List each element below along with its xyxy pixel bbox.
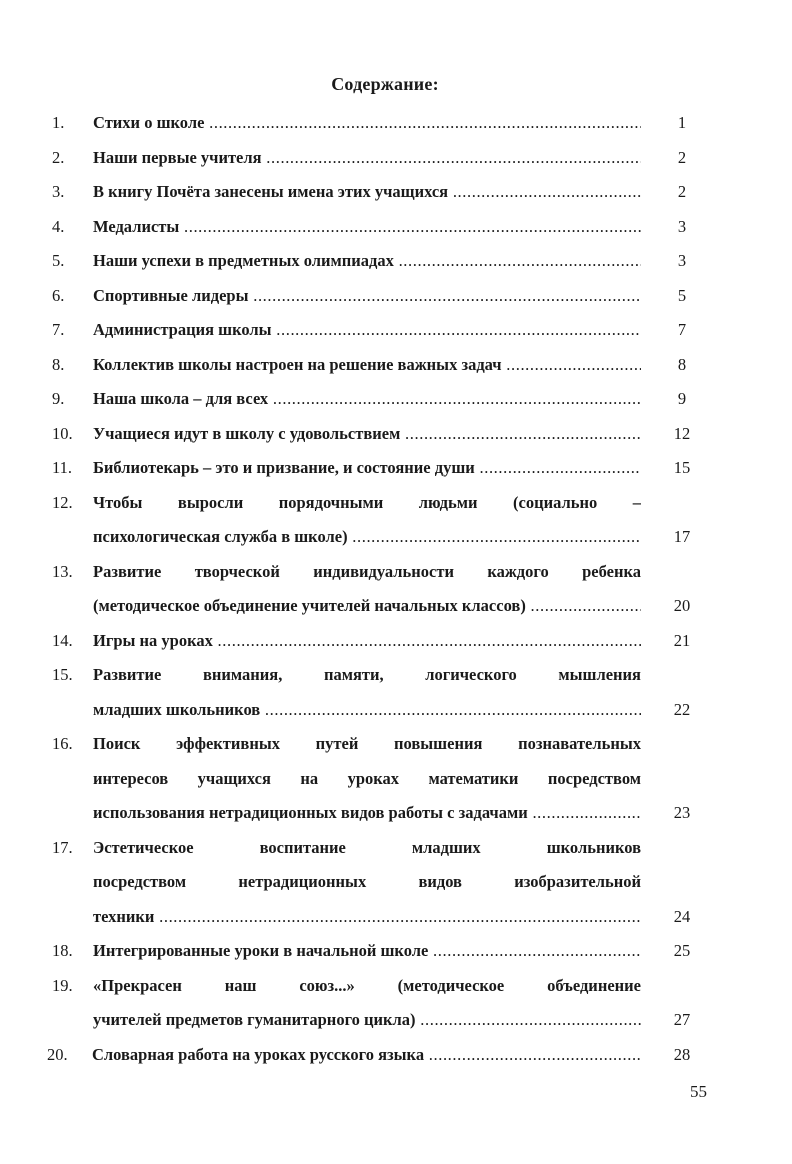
toc-entry-page: 3 xyxy=(677,216,687,236)
toc-entry-line xyxy=(0,348,792,383)
toc-entry-page: 15 xyxy=(673,458,691,477)
toc-entry-title: младших школьников ..... xyxy=(93,693,641,728)
toc-entry-page: 24 xyxy=(673,906,691,926)
toc-entry-number: 20. xyxy=(47,1044,68,1064)
toc-entry-title: Медалисты ..... xyxy=(93,210,641,245)
toc-entry-line xyxy=(0,555,792,590)
toc-entry-number: 16. xyxy=(52,734,73,753)
toc-entry xyxy=(0,348,792,383)
toc-entry-line xyxy=(0,1038,792,1073)
toc-entry-title: Спортивные лидеры ..... xyxy=(93,279,641,314)
toc-entry xyxy=(0,244,792,279)
toc-entry-line xyxy=(0,141,792,176)
toc-entry-title: Стихи о школе ..... xyxy=(93,106,641,141)
toc-entry-line xyxy=(0,486,792,521)
toc-entry-page: 8 xyxy=(677,354,687,374)
toc-entry-number: 14. xyxy=(52,630,73,650)
toc-entry-line xyxy=(0,762,792,797)
toc-entry-number: 8. xyxy=(52,354,65,374)
toc-entry-page: 21 xyxy=(673,630,691,650)
toc-entry-title: «Прекрасен наш союз...» (методическое объединение xyxy=(93,975,641,995)
toc-entry xyxy=(0,417,792,452)
toc-entry-title: интересов учащихся на уроках математики посредством xyxy=(93,768,641,788)
toc-entry-number: 4. xyxy=(52,216,65,236)
toc-entry-number: 12. xyxy=(52,492,73,512)
toc-entry-page: 22 xyxy=(673,699,691,719)
toc-entry-line xyxy=(0,175,792,210)
toc-entry-page: 9 xyxy=(677,389,687,408)
toc-entry-title: Наши успехи в предметных олимпиадах ..... xyxy=(93,244,641,279)
toc-entry-line xyxy=(0,727,792,762)
toc-entry xyxy=(0,382,792,417)
toc-entry xyxy=(0,279,792,314)
toc-entry-number: 2. xyxy=(52,147,65,167)
toc-entry-line xyxy=(0,106,792,141)
toc-entry-title: Наши первые учителя ..... xyxy=(93,141,641,176)
toc-entry xyxy=(0,555,792,624)
toc-entry-title: психологическая служба в школе) ..... xyxy=(93,520,641,555)
toc-entry-number: 1. xyxy=(52,113,65,132)
toc-entry-title: Администрация школы ..... xyxy=(93,313,641,348)
toc-entry-page: 20 xyxy=(673,596,691,615)
toc-entry-line xyxy=(0,244,792,279)
toc-entry xyxy=(0,624,792,659)
toc-entry-line xyxy=(0,313,792,348)
toc-entry-number: 6. xyxy=(52,285,65,305)
toc-entry-number: 11. xyxy=(52,458,73,477)
toc-entry-line xyxy=(0,520,792,555)
toc-entry-line xyxy=(0,658,792,693)
toc-entry xyxy=(0,313,792,348)
toc-entry xyxy=(0,210,792,245)
toc-entry-title: техники ..... xyxy=(93,900,641,935)
toc-entry-number: 5. xyxy=(52,251,65,270)
toc-entry-page: 1 xyxy=(677,113,687,132)
toc-entry-title: использования нетрадиционных видов работы с задачами ..... xyxy=(93,796,641,831)
toc-entry-title: (методическое объединение учителей начальных классов) ..... xyxy=(93,589,641,624)
toc-entry-title: Поиск эффективных путей повышения познавательных xyxy=(93,734,641,753)
toc-entry xyxy=(0,175,792,210)
toc-entry-line xyxy=(0,865,792,900)
toc-entry xyxy=(0,451,792,486)
toc-entry-number: 18. xyxy=(52,941,73,960)
toc-entry-title: Учащиеся идут в школу с удовольствием ..... xyxy=(93,417,641,452)
toc-entry-number: 17. xyxy=(52,837,73,857)
toc-entry-line xyxy=(0,624,792,659)
toc-entry-line xyxy=(0,210,792,245)
toc-entry-title: В книгу Почёта занесены имена этих учащихся ..... xyxy=(93,175,641,210)
toc-entry-page: 2 xyxy=(677,182,687,201)
toc-entry-line xyxy=(0,589,792,624)
toc-entry-title: Эстетическое воспитание младших школьников xyxy=(93,837,641,857)
toc-entry-page: 17 xyxy=(673,527,691,546)
toc-entry-title: Развитие внимания, памяти, логического мышления xyxy=(93,665,641,684)
toc-entry-line xyxy=(0,796,792,831)
toc-entry-title: Библиотекарь – это и призвание, и состояние души ..... xyxy=(93,451,641,486)
toc-entry-title: Интегрированные уроки в начальной школе ..... xyxy=(93,934,641,969)
toc-entry-title: Словарная работа на уроках русского языка ..... xyxy=(92,1038,640,1073)
toc-entry-line xyxy=(0,382,792,417)
toc-entry-title: посредством нетрадиционных видов изобразительной xyxy=(93,872,641,891)
toc-entry-page: 23 xyxy=(673,803,691,822)
toc-entry-number: 9. xyxy=(52,389,65,408)
toc-entry-page: 25 xyxy=(673,941,691,960)
toc-entry-page: 3 xyxy=(677,251,687,270)
toc-entry xyxy=(0,658,792,727)
toc-entry xyxy=(0,727,792,831)
table-of-contents xyxy=(0,106,792,1072)
toc-entry-line xyxy=(0,279,792,314)
toc-entry-page: 5 xyxy=(677,285,687,305)
toc-entry-title: Чтобы выросли порядочными людьми (социально – xyxy=(93,492,641,512)
toc-entry-line xyxy=(0,934,792,969)
toc-entry xyxy=(0,106,792,141)
toc-entry-number: 13. xyxy=(52,561,73,581)
toc-entry-line xyxy=(0,831,792,866)
toc-entry-line xyxy=(0,969,792,1004)
toc-entry-page: 28 xyxy=(673,1044,691,1064)
toc-entry-number: 19. xyxy=(52,975,73,995)
toc-entry-page: 7 xyxy=(677,320,687,339)
toc-entry xyxy=(0,1038,792,1073)
toc-entry-line xyxy=(0,451,792,486)
toc-entry-page: 12 xyxy=(673,423,691,443)
toc-entry xyxy=(0,934,792,969)
toc-entry-title: Развитие творческой индивидуальности каждого ребенка xyxy=(93,561,641,581)
toc-entry xyxy=(0,486,792,555)
page-title: Содержание: xyxy=(331,74,439,94)
toc-entry-number: 3. xyxy=(52,182,65,201)
toc-entry-page: 2 xyxy=(677,147,687,167)
toc-entry-page: 27 xyxy=(673,1010,691,1029)
toc-entry-number: 15. xyxy=(52,665,73,684)
toc-entry-number: 10. xyxy=(52,423,73,443)
toc-entry-line xyxy=(0,900,792,935)
toc-entry-title: Наша школа – для всех ..... xyxy=(93,382,641,417)
toc-entry-line xyxy=(0,417,792,452)
toc-entry-number: 7. xyxy=(52,320,65,339)
toc-entry-line xyxy=(0,1003,792,1038)
toc-entry-title: Игры на уроках ..... xyxy=(93,624,641,659)
toc-entry-title: Коллектив школы настроен на решение важных задач ..... xyxy=(93,348,641,383)
toc-entry-line xyxy=(0,693,792,728)
page-number: 55 xyxy=(690,1082,707,1101)
toc-entry xyxy=(0,141,792,176)
toc-entry-title: учителей предметов гуманитарного цикла) ..... xyxy=(93,1003,641,1038)
toc-entry xyxy=(0,831,792,935)
toc-entry xyxy=(0,969,792,1038)
